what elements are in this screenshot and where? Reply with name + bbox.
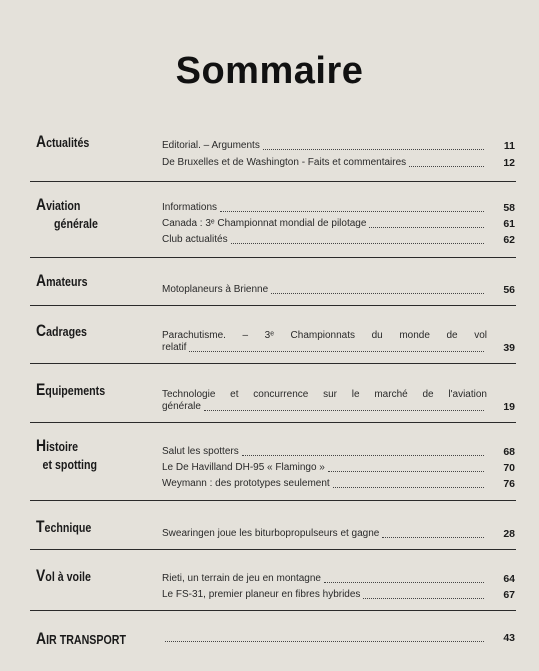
section-title-initial: E [36,380,46,399]
page-number: 68 [503,446,515,458]
section-title-text: ol à voile [45,569,91,584]
section-title-initial: V [36,566,46,585]
section-title-line [36,322,87,341]
section-title-text: générale [54,216,98,231]
dot-leader [382,536,484,538]
section-title [36,518,91,537]
section-title-initial: A [36,132,47,151]
section-title-line [36,456,97,474]
entry-title: Swearingen joue les biturbopropulseurs et gagne [162,528,380,539]
section-divider [30,549,516,550]
entry-first-line: Parachutisme. – 3ᵉ Championnats du monde de vol [162,330,487,341]
entry-title: De Bruxelles et de Washington - Faits et commentaires [162,157,407,168]
section-title-initial: T [36,517,45,536]
section-title-text: mateurs [46,274,88,289]
entry-title: Rieti, un terrain de jeu en montagne [162,573,321,584]
section-entries [162,632,515,644]
section-title-text: viation [46,198,81,213]
page-number: 19 [503,401,515,413]
page-number: 12 [503,157,515,169]
toc-entry[interactable] [162,401,515,413]
section-divider [30,305,516,306]
section-title-text: ctualités [46,135,90,150]
dot-leader [324,581,484,583]
section-title-line [36,437,97,456]
toc-entry[interactable] [162,446,515,458]
section-entries [162,573,515,601]
section-title [36,133,89,152]
page-number: 56 [503,284,515,296]
section-title-text: IR TRANSPORT [46,632,127,647]
entry-title: Salut les spotters [162,446,239,457]
section-divider [30,422,516,423]
page-number: 61 [503,218,515,230]
section-title [36,272,88,291]
section-title-text: quipements [45,383,106,398]
dot-leader [363,597,484,599]
section-entries [162,284,515,296]
section-title-initial: A [36,271,47,290]
section-title-line [36,133,89,152]
dot-leader [189,350,484,352]
toc-entry[interactable] [162,528,515,540]
toc-entry[interactable] [162,234,515,246]
entry-first-line: Technologie et concurrence sur le marché de l'aviation [162,389,487,400]
dot-leader [271,292,484,294]
section-entries [162,446,515,490]
section-title-initial: C [36,321,47,340]
section-entries [162,202,515,246]
section-title [36,437,97,474]
section-title-text: istoire [46,439,79,454]
entry-title: Motoplaneurs à Brienne [162,284,269,295]
toc-entry[interactable] [162,342,515,354]
section-title-line [36,196,98,215]
toc-entry[interactable] [162,589,515,601]
section-divider [30,363,516,364]
section-divider [30,257,516,258]
toc-entry[interactable] [162,284,515,296]
toc-entry[interactable] [162,157,515,169]
page-number: 64 [503,573,515,585]
dot-leader [242,454,484,456]
section-title-line [36,215,98,233]
section-title [36,381,105,400]
toc-entry[interactable] [162,632,515,644]
toc-entry[interactable] [162,573,515,585]
page-number: 58 [503,202,515,214]
section-entries [162,389,515,413]
dot-leader [165,640,484,642]
entry-title: Informations [162,202,218,213]
toc-entry[interactable] [162,202,515,214]
page-number: 28 [503,528,515,540]
section-title-line [36,567,91,586]
section-title-text: adrages [46,324,87,339]
section-title-initial: A [36,629,47,648]
section-title-line [36,518,91,537]
section-divider [30,500,516,501]
dot-leader [333,486,484,488]
entry-title: générale [162,401,201,412]
section-divider [30,181,516,182]
section-entries [162,140,515,169]
page-title: Sommaire [175,50,364,92]
page-number: 11 [503,140,515,152]
section-title-line [36,381,105,400]
entry-title: Club actualités [162,234,228,245]
section-entries [162,528,515,540]
dot-leader [328,470,484,472]
entry-title: Le De Havilland DH-95 « Flamingo » [162,462,325,473]
toc-entry[interactable] [162,140,515,152]
entry-title: Canada : 3ᵉ Championnat mondial de pilotage [162,218,367,229]
toc-entry[interactable] [162,218,515,230]
section-title-text: echnique [44,520,92,535]
section-title-initial: H [36,436,47,455]
dot-leader [409,165,484,167]
section-divider [30,610,516,611]
page-number: 67 [503,589,515,601]
page-number: 62 [503,234,515,246]
page-number: 39 [503,342,515,354]
toc-entry[interactable] [162,478,515,490]
section-entries [162,330,515,354]
dot-leader [263,148,484,150]
section-title-text: et spotting [42,457,98,472]
dot-leader [220,210,484,212]
entry-title: Le FS-31, premier planeur en fibres hybrides [162,589,361,600]
toc-entry[interactable] [162,462,515,474]
page-number: 70 [503,462,515,474]
section-title [36,567,91,586]
section-title [36,322,87,341]
dot-leader [231,242,484,244]
entry-title: Editorial. – Arguments [162,140,260,151]
section-title [36,630,126,649]
section-title-initial: A [36,195,47,214]
dot-leader [204,409,484,411]
section-title [36,196,98,233]
entry-title: relatif [162,342,187,353]
page-number: 76 [503,478,515,490]
page-number: 43 [503,632,515,644]
entry-title: Weymann : des prototypes seulement [162,478,330,489]
dot-leader [369,226,484,228]
section-title-line [36,272,88,291]
section-title-line [36,630,126,649]
